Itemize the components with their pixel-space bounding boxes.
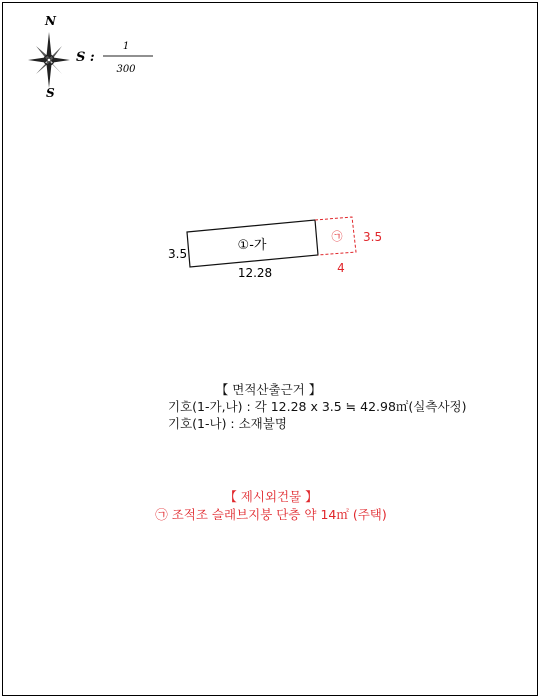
area-calculation	[0, 381, 542, 431]
north-label: N	[45, 14, 56, 28]
area-calculation-line-1: 기호(1-가,나) : 각 12.28 x 3.5 ≒ 42.98㎡(실측사정)	[168, 399, 467, 414]
annex-length-dim: 4	[337, 261, 345, 275]
annex-symbol: ㉠	[331, 230, 343, 243]
scale-prefix: S :	[76, 50, 95, 65]
building-label: ①-가	[237, 238, 267, 253]
scale-numerator: 1	[122, 41, 130, 52]
south-label: S	[46, 86, 55, 100]
annex-width-dim: 3.5	[363, 230, 383, 244]
area-calculation-title: 【 면적산출근거 】	[215, 382, 322, 397]
extra-building-notes	[0, 488, 542, 524]
compass-icon	[28, 32, 70, 88]
extra-building-line-1: ㉠ 조적조 슬래브지붕 단층 약 14㎡ (주택)	[155, 507, 387, 522]
area-calculation-line-2: 기호(1-나) : 소재불명	[168, 416, 287, 431]
scale-denominator: 300	[116, 64, 136, 75]
building-length-dim: 12.28	[237, 266, 273, 280]
extra-building-title: 【 제시외건물 】	[224, 489, 318, 504]
building-width-dim: 3.5	[168, 247, 188, 261]
